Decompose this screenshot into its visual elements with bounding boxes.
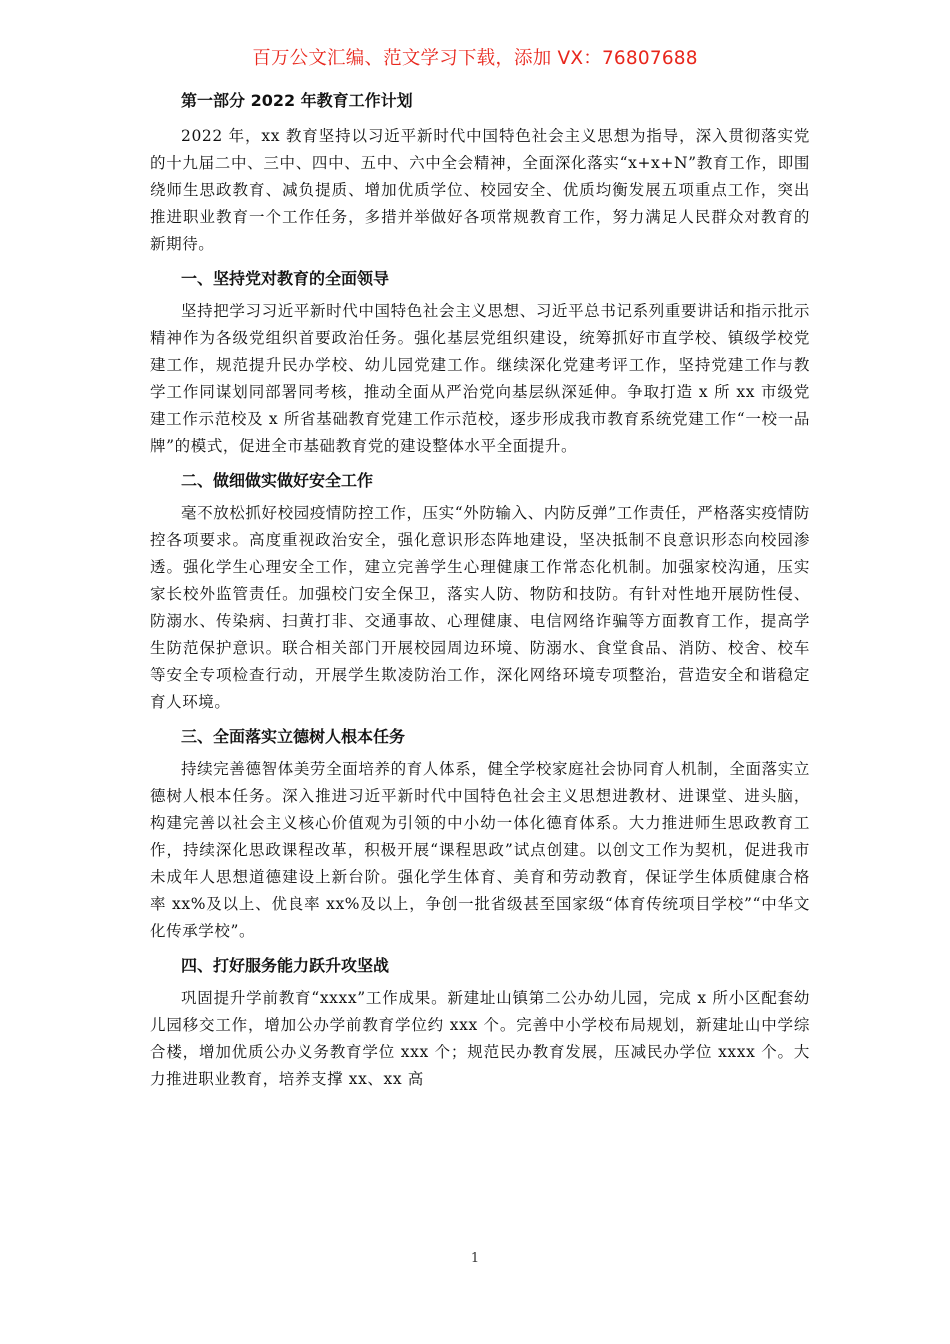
section-2-body: 毫不放松抓好校园疫情防控工作，压实“外防输入、内防反弹”工作责任，严格落实疫情防控各项要求。高度重视政治安全，强化意识形态阵地建设，坚决抵制不良意识形态向校园渗透。强化学生心理安全工作，建立完善学生心理健康工作常态化机制。加强家校沟通，压实家长校外监管责任。加强校门安全保卫，落实人防、物防和技防。有针对性地开展防性侵、防溺水、传染病、扫黄打非、交通事故、心理健康、电信网络诈骗等方面教育工作，提高学生防范保护意识。联合相关部门开展校园周边环境、防溺水、食堂食品、消防、校舍、校车等安全专项检查行动，开展学生欺凌防治工作，深化网络环境专项整治，营造安全和谐稳定育人环境。 [150, 504, 810, 711]
section-3-title: 三、全面落实立德树人根本任务 [181, 727, 406, 746]
section-1-body: 坚持把学习习近平新时代中国特色社会主义思想、习近平总书记系列重要讲话和指示批示精神作为各级党组织首要政治任务。强化基层党组织建设，统筹抓好市直学校、镇级学校党建工作，规范提升民办学校、幼儿园党建工作。继续深化党建考评工作，坚持党建工作与教学工作同谋划同部署同考核，推动全面从严治党向基层纵深延伸。争取打造 x 所 xx 市级党建工作示范校及 x 所省基础教育党建工作示范校，逐步形成我市教育系统党建工作“一校一品牌”的模式，促进全市基础教育党的建设整体水平全面提升。 [150, 302, 810, 455]
section-3-body: 持续完善德智体美劳全面培养的育人体系，健全学校家庭社会协同育人机制，全面落实立德树人根本任务。深入推进习近平新时代中国特色社会主义思想进教材、进课堂、进头脑，构建完善以社会主义核心价值观为引领的中小幼一体化德育体系。大力推进师生思政教育工作，持续深化思政课程改革，积极开展“课程思政”试点创建。以创文工作为契机，促进我市未成年人思想道德建设上新台阶。强化学生体育、美育和劳动教育，保证学生体质健康合格率 xx%及以上、优良率 xx%及以上，争创一批省级甚至国家级“体育传统项目学校”“中华文化传承学校”。 [150, 760, 810, 940]
section-4-body: 巩固提升学前教育“xxxx”工作成果。新建址山镇第二公办幼儿园，完成 x 所小区配套幼儿园移交工作，增加公办学前教育学位约 xxx 个。完善中小学校布局规划，新建址山中学综合楼，增加优质公办义务教育学位 xxx 个；规范民办教育发展，压减民办学位 xxxx 个。大力推进职业教育，培养支撑 xx、xx 高 [150, 989, 810, 1088]
document-body [150, 84, 810, 1103]
page-number: 1 [470, 1251, 480, 1266]
section-1-title: 一、坚持党对教育的全面领导 [181, 269, 390, 288]
part-title: 第一部分 2022 年教育工作计划 [181, 91, 413, 110]
intro-paragraph: 2022 年，xx 教育坚持以习近平新时代中国特色社会主义思想为指导，深入贯彻落实党的十九届二中、三中、四中、五中、六中全会精神，全面深化落实“x+x+N”教育工作，即围绕师生思政教育、减负提质、增加优质学位、校园安全、优质均衡发展五项重点工作，突出推进职业教育一个工作任务，多措并举做好各项常规教育工作，努力满足人民群众对教育的新期待。 [150, 127, 810, 253]
section-4-title: 四、打好服务能力跃升攻坚战 [181, 956, 390, 975]
section-2-title: 二、做细做实做好安全工作 [181, 471, 374, 490]
header-banner: 百万公文汇编、范文学习下载，添加 VX：76807688 [252, 48, 698, 69]
